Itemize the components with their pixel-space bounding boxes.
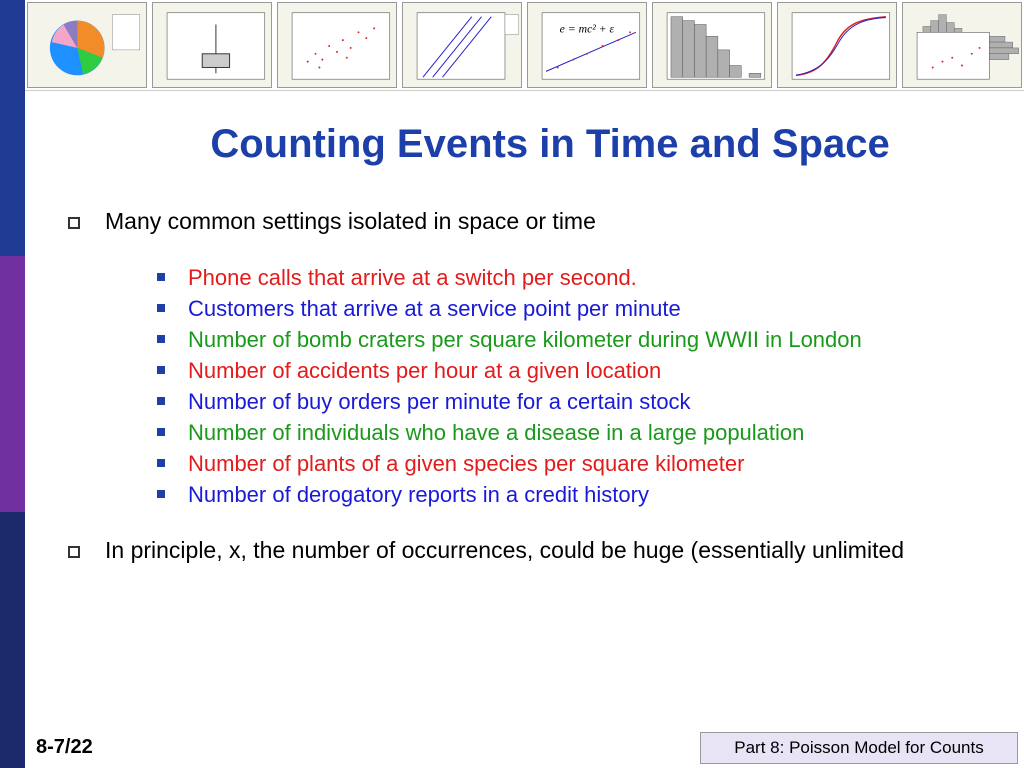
sub-bullet-text: Number of buy orders per minute for a certain stock: [188, 389, 691, 414]
probability-plot-icon: [402, 2, 522, 88]
svg-text:e = mc² + ε: e = mc² + ε: [559, 22, 615, 36]
bullet-item: [105, 537, 985, 563]
bullet-text: Many common settings isolated in space or time: [105, 208, 596, 234]
left-sidebar: [0, 0, 25, 768]
thumbnail-strip: [25, 0, 1024, 91]
sidebar-segment-bottom: [0, 512, 25, 768]
square-bullet-icon: [157, 428, 165, 436]
sub-bullet-item: [188, 265, 637, 291]
sub-bullet-text: Number of individuals who have a disease in a large population: [188, 420, 805, 445]
square-bullet-icon: [157, 273, 165, 281]
slide-title: Counting Events in Time and Space: [210, 122, 890, 166]
page-number: 8-7/22: [36, 736, 93, 758]
scatterplot-icon: [277, 2, 397, 88]
bullet-text: In principle, x, the number of occurrences, could be huge (essentially unlimited: [105, 537, 905, 563]
sub-bullet-item: [188, 389, 691, 415]
square-bullet-icon: [157, 335, 165, 343]
square-bullet-icon: [157, 490, 165, 498]
bullet-item: [105, 208, 596, 235]
sub-bullet-item: [188, 296, 681, 322]
sub-bullet-text: Customers that arrive at a service point per minute: [188, 296, 681, 321]
sub-bullet-text: Number of derogatory reports in a credit history: [188, 482, 649, 507]
sidebar-segment-top: [0, 0, 25, 256]
histogram-icon: [652, 2, 772, 88]
hollow-square-bullet-icon: [68, 546, 80, 558]
footer-label: Part 8: Poisson Model for Counts: [700, 732, 1018, 764]
sub-bullet-text: Number of bomb craters per square kilometer during WWII in London: [188, 327, 862, 352]
sub-bullet-text: Number of plants of a given species per square kilometer: [188, 451, 745, 476]
square-bullet-icon: [157, 397, 165, 405]
square-bullet-icon: [157, 459, 165, 467]
sub-bullet-item: [188, 358, 661, 384]
hollow-square-bullet-icon: [68, 217, 80, 229]
marginal-plot-icon: [902, 2, 1022, 88]
square-bullet-icon: [157, 366, 165, 374]
square-bullet-icon: [157, 304, 165, 312]
sub-bullet-item: [188, 482, 649, 508]
pie-chart-icon: [27, 2, 147, 88]
sidebar-segment-middle: [0, 256, 25, 512]
boxplot-icon: [152, 2, 272, 88]
sub-bullet-item: [188, 420, 804, 446]
sub-bullet-text: Phone calls that arrive at a switch per second.: [188, 265, 637, 290]
cdf-plot-icon: [777, 2, 897, 88]
scatter-regression-icon: [527, 2, 647, 88]
sub-bullet-item: [188, 451, 744, 477]
sub-bullet-text: Number of accidents per hour at a given location: [188, 358, 662, 383]
sub-bullet-item: [188, 327, 862, 353]
